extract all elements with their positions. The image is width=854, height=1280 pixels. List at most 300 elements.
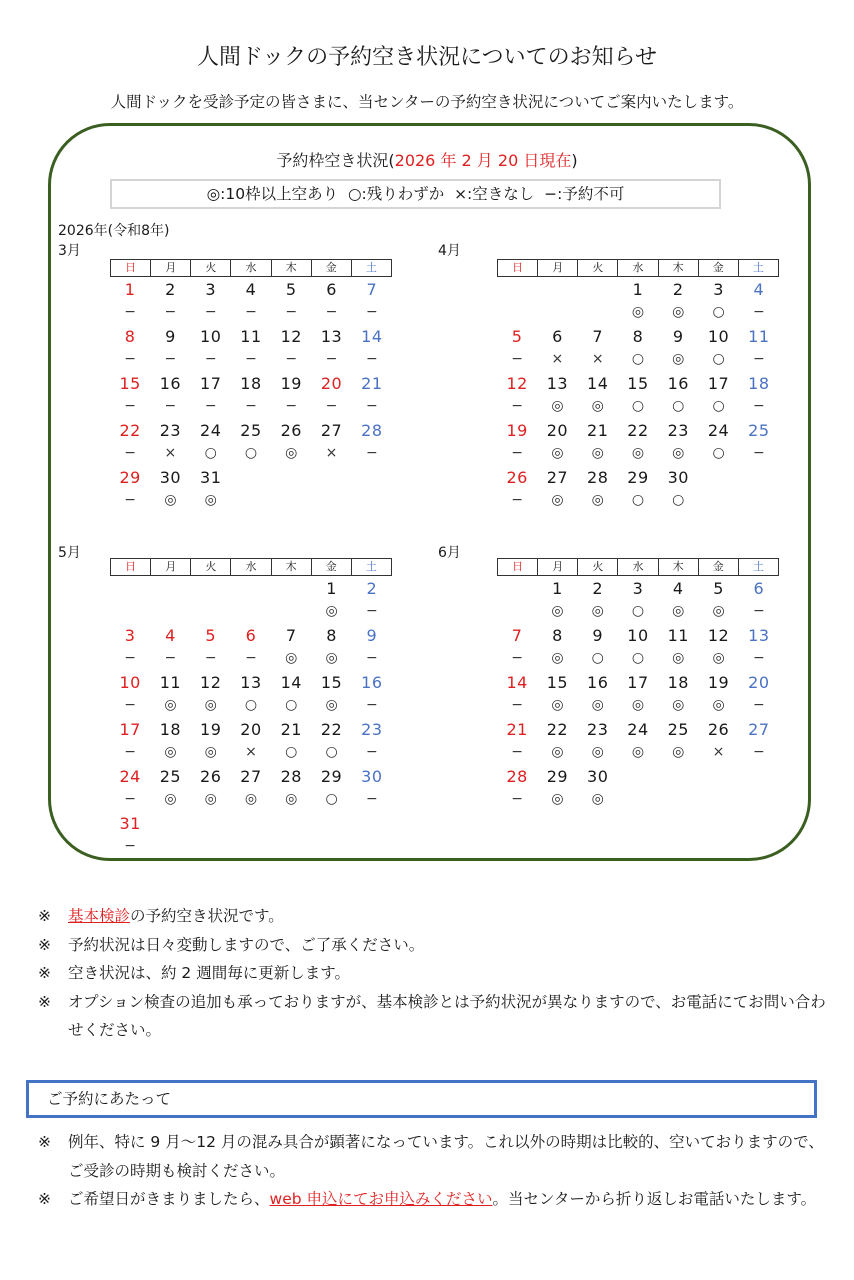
calendar-day (191, 418, 231, 465)
calendar-day (618, 371, 658, 418)
availability-status: ◎ (285, 445, 298, 461)
calendar-day (578, 465, 618, 512)
day-number: 26 (280, 421, 302, 440)
day-number: 17 (707, 374, 730, 393)
calendar-day (271, 811, 311, 858)
day-number: 11 (240, 327, 262, 346)
calendar-day (537, 277, 577, 324)
day-number: 11 (748, 327, 770, 346)
availability-status: ◎ (551, 650, 564, 666)
calendar-day (271, 371, 311, 418)
day-number: 9 (592, 626, 604, 645)
availability-status: − (124, 398, 136, 414)
availability-status: − (365, 445, 378, 461)
calendar-week (497, 371, 779, 418)
availability-status: − (365, 398, 378, 414)
calendar-day (698, 623, 738, 670)
note-mark: ※ (38, 1133, 51, 1151)
day-number (231, 811, 271, 835)
availability-status: ◎ (672, 445, 685, 461)
day-number: 11 (667, 626, 689, 645)
availability-status (150, 835, 190, 858)
availability-status (271, 600, 311, 623)
heading-suffix: ) (571, 151, 578, 170)
day-number: 29 (627, 468, 649, 487)
page-title: 人間ドックの予約空き状況についてのお知らせ (196, 45, 658, 70)
calendar-day (110, 324, 150, 371)
calendar-day (150, 465, 190, 512)
day-number: 26 (506, 468, 528, 487)
calendar-day (352, 324, 392, 371)
calendar-day (271, 418, 311, 465)
weekday-label: 水 (230, 260, 270, 276)
availability-status: ○ (631, 650, 645, 666)
calendar-day (739, 324, 779, 371)
weekday-label: 日 (512, 560, 524, 573)
day-number (352, 465, 392, 489)
weekday-label: 金 (311, 260, 351, 276)
day-number: 20 (748, 673, 770, 692)
weekday-header (497, 558, 779, 576)
day-number (271, 576, 311, 600)
weekday-header (110, 259, 392, 277)
day-number: 3 (205, 280, 217, 299)
availability-status (110, 600, 150, 623)
calendar-day (698, 670, 738, 717)
day-number: 12 (707, 626, 730, 645)
calendar-week (497, 764, 779, 811)
availability-status: − (285, 351, 298, 367)
calendar-day (271, 623, 311, 670)
day-number: 30 (667, 468, 689, 487)
availability-status: − (204, 650, 217, 666)
calendar-day (271, 277, 311, 324)
month-label-june: 6月 (438, 545, 461, 561)
availability-status: − (164, 351, 177, 367)
day-number: 22 (627, 421, 649, 440)
availability-status (231, 835, 271, 858)
availability-status: ◎ (164, 744, 177, 760)
availability-status: ◎ (204, 492, 217, 508)
notes-list (38, 902, 838, 1045)
day-number: 23 (159, 421, 182, 440)
day-number: 21 (587, 421, 609, 440)
calendar-day (231, 418, 271, 465)
calendar-day (271, 576, 311, 623)
day-number (658, 764, 698, 788)
availability-status: − (511, 398, 523, 414)
calendar-day (658, 717, 698, 764)
day-number: 29 (546, 767, 569, 786)
availability-status: × (712, 744, 725, 760)
calendar-day (537, 324, 577, 371)
day-number: 24 (200, 421, 222, 440)
day-number: 18 (748, 374, 770, 393)
calendar-day (191, 576, 231, 623)
calendar-day (271, 670, 311, 717)
availability-status (658, 788, 698, 811)
calendar-day (231, 717, 271, 764)
calendar-day (311, 418, 351, 465)
calendar-day (618, 418, 658, 465)
calendar-day (658, 764, 698, 811)
day-number (698, 764, 738, 788)
calendar-day (311, 277, 351, 324)
availability-status: − (124, 304, 136, 320)
calendar-day (578, 623, 618, 670)
day-number: 15 (546, 673, 569, 692)
availability-status (352, 835, 392, 858)
calendar-day (311, 717, 351, 764)
availability-status: ○ (672, 492, 685, 508)
availability-status (698, 489, 738, 512)
calendar-day (311, 764, 351, 811)
day-number: 6 (326, 280, 337, 299)
availability-status (231, 489, 271, 512)
availability-status: × (245, 744, 257, 760)
day-number: 7 (592, 327, 604, 346)
day-number: 9 (366, 626, 378, 645)
day-number: 28 (587, 468, 609, 487)
weekday-label: 日 (512, 261, 524, 274)
calendar-day (739, 277, 779, 324)
availability-status: − (245, 650, 257, 666)
availability-heading (0, 148, 854, 171)
calendar-june (497, 558, 779, 811)
month-label-april: 4月 (438, 243, 461, 259)
day-number: 10 (627, 626, 649, 645)
calendar-day (618, 670, 658, 717)
weekday-label: 金 (311, 559, 351, 575)
availability-status (191, 835, 231, 858)
note-item (38, 988, 838, 1045)
day-number: 19 (707, 673, 730, 692)
weekday-label: 土 (351, 260, 391, 276)
calendar-week (497, 465, 779, 512)
calendar-day (191, 371, 231, 418)
calendar-may (110, 558, 392, 858)
calendar-day (537, 576, 577, 623)
day-number: 2 (165, 280, 176, 299)
availability-status: − (164, 398, 177, 414)
calendar-week (110, 465, 392, 512)
calendar-day (150, 324, 190, 371)
calendar-day (150, 670, 190, 717)
day-number: 2 (366, 579, 378, 598)
calendar-day (497, 623, 537, 670)
calendar-day (352, 764, 392, 811)
availability-status: ◎ (672, 697, 685, 713)
basic-checkup-link[interactable]: 基本検診 (68, 907, 131, 925)
availability-status: ◎ (551, 398, 564, 414)
calendar-day (658, 576, 698, 623)
availability-status: ◎ (551, 744, 564, 760)
availability-status: ◎ (591, 492, 604, 508)
day-number: 5 (511, 327, 523, 346)
weekday-label: 火 (190, 260, 230, 276)
booking-note-item (38, 1128, 838, 1185)
calendar-day (739, 623, 779, 670)
day-number: 4 (245, 280, 257, 299)
day-number: 6 (753, 579, 765, 598)
day-number: 23 (667, 421, 689, 440)
weekday-label: 月 (537, 260, 577, 276)
day-number: 10 (707, 327, 730, 346)
weekday-label: 日 (125, 560, 137, 573)
day-number: 29 (320, 767, 343, 786)
note-mark: ※ (38, 935, 51, 954)
availability-status: − (124, 351, 136, 367)
day-number: 7 (285, 626, 297, 645)
availability-status: − (752, 398, 765, 414)
availability-status (537, 301, 577, 324)
calendar-day (497, 764, 537, 811)
availability-status: − (245, 398, 257, 414)
availability-status: − (365, 791, 378, 807)
calendar-day (352, 623, 392, 670)
day-number: 8 (552, 626, 563, 645)
calendar-day (352, 418, 392, 465)
availability-status: ◎ (672, 744, 685, 760)
calendar-day (110, 670, 150, 717)
calendar-day (578, 324, 618, 371)
weekday-label: 日 (125, 261, 137, 274)
availability-status: − (365, 304, 378, 320)
day-number: 3 (713, 280, 724, 299)
availability-status: ◎ (591, 697, 604, 713)
day-number: 20 (320, 374, 343, 393)
availability-status: − (124, 791, 136, 807)
calendar-week (497, 623, 779, 670)
calendar-day (618, 764, 658, 811)
availability-status: ○ (712, 351, 725, 367)
availability-status: − (124, 744, 136, 760)
calendar-day (271, 717, 311, 764)
availability-status: × (164, 445, 177, 461)
day-number: 14 (361, 327, 383, 346)
day-number: 31 (200, 468, 222, 487)
weekday-header (497, 259, 779, 277)
calendar-day (739, 418, 779, 465)
day-number: 15 (627, 374, 649, 393)
availability-status: ○ (631, 398, 645, 414)
availability-status: × (551, 351, 564, 367)
note-text: 例年、特に 9 月～12 月の混み具合が顕著になっています。これ以外の時期は比較的、空いておりますので、ご受診の時期も検討ください。 (68, 1133, 824, 1180)
calendar-day (110, 371, 150, 418)
calendar-april (497, 259, 779, 512)
day-number: 6 (552, 327, 563, 346)
calendar-day (191, 277, 231, 324)
availability-status: ◎ (672, 603, 685, 619)
calendar-day (658, 371, 698, 418)
availability-status: ◎ (285, 791, 298, 807)
day-number (739, 465, 779, 489)
note-text: の予約空き状況です。 (130, 907, 284, 925)
availability-status: ○ (712, 398, 725, 414)
calendar-day (537, 670, 577, 717)
day-number: 21 (361, 374, 383, 393)
availability-status: − (325, 351, 338, 367)
day-number: 22 (546, 720, 569, 739)
calendar-day (497, 277, 537, 324)
day-number: 27 (546, 468, 569, 487)
availability-status: ◎ (631, 445, 645, 461)
calendar-day (191, 811, 231, 858)
day-number: 14 (587, 374, 609, 393)
day-number: 12 (200, 673, 222, 692)
availability-status (191, 600, 231, 623)
calendar-day (191, 623, 231, 670)
calendar-day (191, 324, 231, 371)
calendar-day (311, 670, 351, 717)
day-number: 8 (632, 327, 644, 346)
day-number (497, 576, 537, 600)
availability-status: ◎ (591, 398, 604, 414)
availability-status: × (591, 351, 604, 367)
weekday-label: 金 (698, 559, 738, 575)
day-number: 17 (200, 374, 222, 393)
day-number: 18 (667, 673, 689, 692)
availability-status: ○ (631, 603, 645, 619)
day-number (352, 811, 392, 835)
calendar-day (231, 811, 271, 858)
calendar-day (658, 277, 698, 324)
note-text: オプション検査の追加も承っておりますが、基本検診とは予約状況が異なりますので、お電話にてお問い合わせください。 (68, 992, 826, 1039)
calendar-day (698, 277, 738, 324)
calendar-day (150, 371, 190, 418)
day-number (271, 811, 311, 835)
calendar-day (352, 670, 392, 717)
calendar-week (497, 277, 779, 324)
weekday-label: 月 (150, 559, 190, 575)
availability-status: ◎ (551, 791, 564, 807)
availability-status: − (752, 744, 765, 760)
day-number: 16 (667, 374, 689, 393)
availability-status: ○ (285, 697, 298, 713)
day-number (231, 576, 271, 600)
day-number: 22 (320, 720, 343, 739)
availability-status: − (365, 697, 378, 713)
calendar-week (497, 670, 779, 717)
availability-status: ○ (204, 445, 217, 461)
day-number: 6 (245, 626, 257, 645)
availability-status: − (204, 304, 217, 320)
calendar-week (110, 418, 392, 465)
day-number: 28 (506, 767, 528, 786)
calendar-day (191, 717, 231, 764)
as-of-date: 2026 年 2 月 20 日現在 (394, 151, 572, 170)
calendar-day (231, 324, 271, 371)
day-number: 15 (320, 673, 343, 692)
calendar-day (497, 717, 537, 764)
calendar-day (537, 764, 577, 811)
availability-status: ◎ (551, 697, 564, 713)
weekday-label: 木 (658, 559, 698, 575)
availability-status: − (511, 445, 523, 461)
availability-status: − (124, 697, 136, 713)
weekday-label: 火 (577, 260, 617, 276)
day-number: 17 (119, 720, 141, 739)
availability-status: ◎ (591, 445, 604, 461)
availability-status: ○ (325, 791, 338, 807)
availability-status: − (511, 791, 523, 807)
day-number: 28 (361, 421, 383, 440)
availability-status: − (511, 650, 523, 666)
day-number: 28 (280, 767, 302, 786)
calendar-day (618, 277, 658, 324)
day-number (578, 277, 618, 301)
calendar-day (658, 670, 698, 717)
day-number: 13 (320, 327, 343, 346)
note-text: 。当センターから折り返しお電話いたします。 (492, 1190, 817, 1208)
booking-section-title: ご予約にあたって (26, 1080, 817, 1118)
availability-status: ◎ (712, 603, 725, 619)
weekday-label: 火 (577, 559, 617, 575)
day-number: 1 (552, 579, 563, 598)
calendar-day (618, 465, 658, 512)
day-number (150, 576, 190, 600)
availability-status (739, 788, 779, 811)
calendar-day (110, 277, 150, 324)
day-number (497, 277, 537, 301)
day-number (150, 811, 190, 835)
calendar-week (497, 576, 779, 623)
availability-status: ◎ (244, 791, 258, 807)
note-mark: ※ (38, 1190, 51, 1208)
day-number: 10 (200, 327, 222, 346)
day-number: 2 (592, 579, 604, 598)
availability-status: ◎ (591, 791, 604, 807)
calendar-day (271, 764, 311, 811)
calendar-day (537, 371, 577, 418)
availability-status: − (285, 398, 298, 414)
availability-status: ◎ (325, 650, 338, 666)
calendar-day (578, 277, 618, 324)
calendar-day (231, 465, 271, 512)
day-number: 20 (240, 720, 262, 739)
calendar-day (150, 811, 190, 858)
calendar-day (150, 277, 190, 324)
weekday-label: 月 (150, 260, 190, 276)
calendar-day (497, 418, 537, 465)
day-number: 25 (748, 421, 770, 440)
calendar-week (110, 576, 392, 623)
availability-status: ◎ (204, 744, 217, 760)
calendar-day (110, 465, 150, 512)
availability-status (150, 600, 190, 623)
day-number: 26 (200, 767, 222, 786)
calendar-week (110, 324, 392, 371)
calendar-week (110, 670, 392, 717)
calendar-day (618, 623, 658, 670)
day-number (311, 465, 351, 489)
availability-status: − (752, 650, 765, 666)
availability-status: − (752, 351, 765, 367)
day-number: 3 (124, 626, 136, 645)
calendar-day (578, 717, 618, 764)
calendar-day (698, 324, 738, 371)
note-item (38, 902, 838, 931)
availability-status: − (245, 351, 257, 367)
web-application-link[interactable]: web 申込にてお申込みください (269, 1190, 493, 1208)
day-number: 16 (361, 673, 383, 692)
calendar-day (110, 576, 150, 623)
availability-status: − (204, 398, 217, 414)
calendar-day (658, 623, 698, 670)
calendar-week (110, 764, 392, 811)
availability-status: ◎ (325, 603, 338, 619)
day-number: 2 (672, 280, 684, 299)
